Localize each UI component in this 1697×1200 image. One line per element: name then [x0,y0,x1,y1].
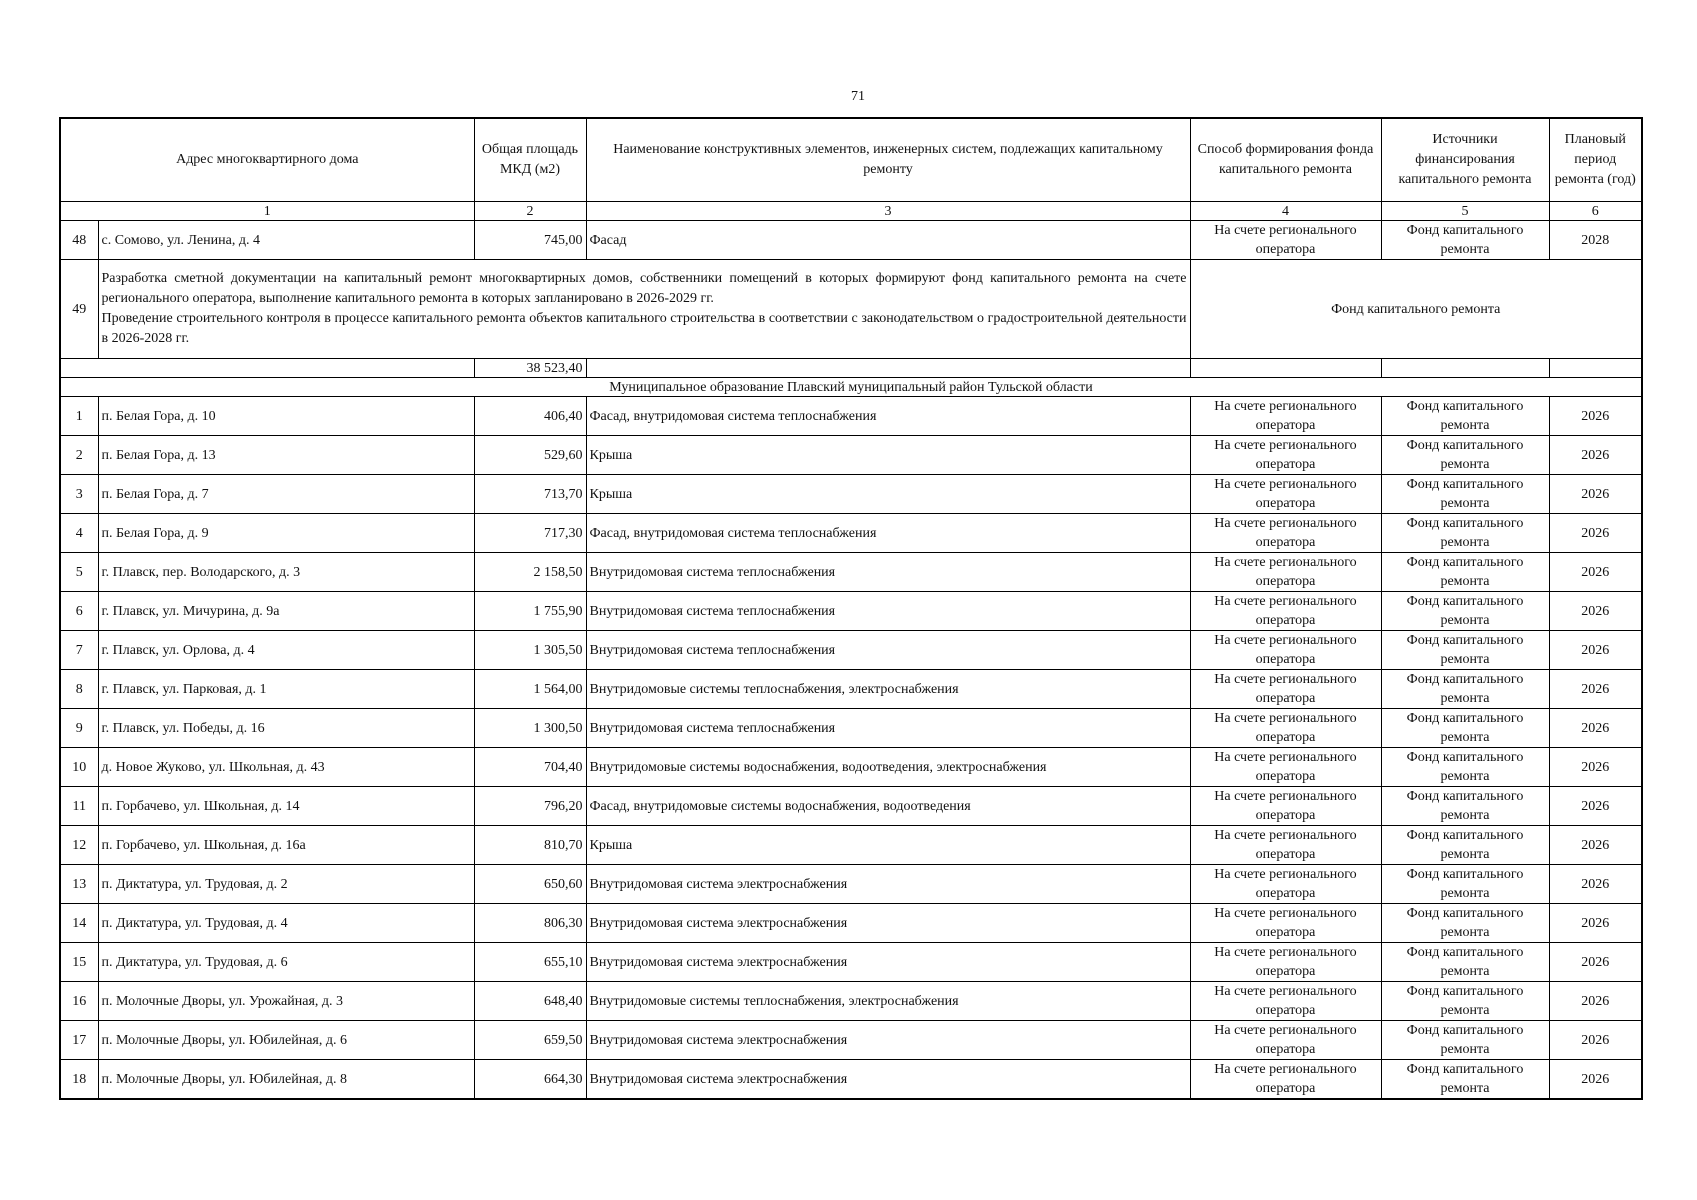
row-address: г. Плавск, пер. Володарского, д. 3 [98,553,474,592]
row-works: Внутридомовая система электроснабжения [586,904,1190,943]
row-works: Внутридомовая система теплоснабжения [586,592,1190,631]
row-year: 2026 [1549,475,1642,514]
row-area: 664,30 [474,1060,586,1100]
row-works: Внутридомовая система электроснабжения [586,1060,1190,1100]
row-year: 2026 [1549,904,1642,943]
row-area: 650,60 [474,865,586,904]
row-number: 7 [60,631,98,670]
row-year: 2026 [1549,592,1642,631]
row-area: 713,70 [474,475,586,514]
table-row [60,787,1642,826]
row-funding-source: Фонд капитального ремонта [1381,709,1549,748]
row-works: Внутридомовая система теплоснабжения [586,709,1190,748]
header-period: Плановый период ремонта (год) [1549,118,1642,202]
row-area: 648,40 [474,982,586,1021]
row-number: 10 [60,748,98,787]
header-funding-source: Источники финансирования капитального ремонта [1381,118,1549,202]
row-funding-source: Фонд капитального ремонта [1381,553,1549,592]
row-year: 2026 [1549,397,1642,436]
row-works: Внутридомовые системы теплоснабжения, электроснабжения [586,670,1190,709]
row-works: Внутридомовые системы теплоснабжения, электроснабжения [586,982,1190,1021]
row-fund-method: На счете регионального оператора [1190,982,1381,1021]
row-works: Внутридомовые системы водоснабжения, водоотведения, электроснабжения [586,748,1190,787]
row-address: п. Молочные Дворы, ул. Юбилейная, д. 8 [98,1060,474,1100]
table-row [60,709,1642,748]
row-funding-source: Фонд капитального ремонта [1381,670,1549,709]
row-fund-method: На счете регионального оператора [1190,865,1381,904]
note-paragraph: Разработка сметной документации на капитальный ремонт многоквартирных домов, собственники помещений в которых формируют фонд капитального ремонта на счете регионального оператора, выполнение капитального ремонта в которых запланировано в 2026-2029 гг. [101,271,1187,306]
row-fund-method: На счете регионального оператора [1190,709,1381,748]
row-works: Крыша [586,475,1190,514]
row-year: 2026 [1549,748,1642,787]
row-works: Внутридомовая система электроснабжения [586,865,1190,904]
row-area: 1 300,50 [474,709,586,748]
total-empty-cell [1190,359,1381,378]
column-number: 6 [1549,202,1642,221]
row-fund-method: На счете регионального оператора [1190,514,1381,553]
row-funding-source: Фонд капитального ремонта [1381,1060,1549,1100]
row-number: 11 [60,787,98,826]
header-row [60,118,1642,202]
row-address: г. Плавск, ул. Победы, д. 16 [98,709,474,748]
row-address: д. Новое Жуково, ул. Школьная, д. 43 [98,748,474,787]
row-fund-method: На счете регионального оператора [1190,397,1381,436]
row-address: п. Молочные Дворы, ул. Юбилейная, д. 6 [98,1021,474,1060]
note-funding-source: Фонд капитального ремонта [1190,260,1642,359]
row-number: 9 [60,709,98,748]
note-text [98,260,1190,359]
row-address: п. Белая Гора, д. 13 [98,436,474,475]
row-year: 2026 [1549,670,1642,709]
row-number: 3 [60,475,98,514]
row-fund-method: На счете регионального оператора [1190,1060,1381,1100]
header-fund-method: Способ формирования фонда капитального ремонта [1190,118,1381,202]
section-title: Муниципальное образование Плавский муниципальный район Тульской области [60,378,1642,397]
row-address: п. Белая Гора, д. 7 [98,475,474,514]
table-row [60,865,1642,904]
row-address: п. Молочные Дворы, ул. Урожайная, д. 3 [98,982,474,1021]
column-number: 5 [1381,202,1549,221]
table-row [60,670,1642,709]
row-year: 2028 [1549,221,1642,260]
row-year: 2026 [1549,943,1642,982]
row-works: Внутридомовая система теплоснабжения [586,553,1190,592]
row-address: п. Белая Гора, д. 9 [98,514,474,553]
row-area: 1 755,90 [474,592,586,631]
header-area: Общая площадь МКД (м2) [474,118,586,202]
row-number: 12 [60,826,98,865]
row-area: 745,00 [474,221,586,260]
row-year: 2026 [1549,436,1642,475]
row-fund-method: На счете регионального оператора [1190,631,1381,670]
row-funding-source: Фонд капитального ремонта [1381,865,1549,904]
row-address: г. Плавск, ул. Орлова, д. 4 [98,631,474,670]
row-number: 16 [60,982,98,1021]
total-empty-cell [1549,359,1642,378]
row-year: 2026 [1549,514,1642,553]
row-number: 17 [60,1021,98,1060]
row-number: 1 [60,397,98,436]
row-funding-source: Фонд капитального ремонта [1381,397,1549,436]
row-year: 2026 [1549,1021,1642,1060]
row-works: Внутридомовая система электроснабжения [586,1021,1190,1060]
table-row [60,1060,1642,1100]
row-number: 6 [60,592,98,631]
row-area: 406,40 [474,397,586,436]
table-row [60,904,1642,943]
row-fund-method: На счете регионального оператора [1190,553,1381,592]
row-year: 2026 [1549,631,1642,670]
column-number: 1 [60,202,474,221]
row-works: Внутридомовая система электроснабжения [586,943,1190,982]
row-funding-source: Фонд капитального ремонта [1381,592,1549,631]
table-row [60,514,1642,553]
row-year: 2026 [1549,865,1642,904]
table-row [60,826,1642,865]
row-number: 4 [60,514,98,553]
total-empty-cell [1381,359,1549,378]
note-row [60,260,1642,359]
column-number: 3 [586,202,1190,221]
row-number: 2 [60,436,98,475]
row-funding-source: Фонд капитального ремонта [1381,436,1549,475]
table-row [60,397,1642,436]
row-year: 2026 [1549,1060,1642,1100]
row-address: г. Плавск, ул. Мичурина, д. 9а [98,592,474,631]
row-area: 1 305,50 [474,631,586,670]
row-funding-source: Фонд капитального ремонта [1381,787,1549,826]
row-area: 717,30 [474,514,586,553]
total-area: 38 523,40 [474,359,586,378]
row-funding-source: Фонд капитального ремонта [1381,826,1549,865]
row-address: п. Диктатура, ул. Трудовая, д. 4 [98,904,474,943]
row-fund-method: На счете регионального оператора [1190,943,1381,982]
header-works: Наименование конструктивных элементов, инженерных систем, подлежащих капитальному ремонту [586,118,1190,202]
table-row [60,592,1642,631]
row-funding-source: Фонд капитального ремонта [1381,514,1549,553]
row-address: п. Диктатура, ул. Трудовая, д. 6 [98,943,474,982]
row-funding-source: Фонд капитального ремонта [1381,221,1549,260]
row-works: Фасад [586,221,1190,260]
total-row [60,359,1642,378]
row-works: Крыша [586,826,1190,865]
row-funding-source: Фонд капитального ремонта [1381,904,1549,943]
row-address: п. Горбачево, ул. Школьная, д. 16а [98,826,474,865]
row-area: 796,20 [474,787,586,826]
row-funding-source: Фонд капитального ремонта [1381,1021,1549,1060]
row-fund-method: На счете регионального оператора [1190,592,1381,631]
row-number: 48 [60,221,98,260]
table-row [60,748,1642,787]
page-number: 71 [851,89,865,104]
column-number: 4 [1190,202,1381,221]
row-address: с. Сомово, ул. Ленина, д. 4 [98,221,474,260]
row-area: 655,10 [474,943,586,982]
table-row [60,436,1642,475]
row-area: 1 564,00 [474,670,586,709]
row-number: 15 [60,943,98,982]
capital-repair-table [59,117,1643,1100]
header-address: Адрес многоквартирного дома [60,118,474,202]
row-fund-method: На счете регионального оператора [1190,904,1381,943]
column-number: 2 [474,202,586,221]
table-row [60,943,1642,982]
row-area: 2 158,50 [474,553,586,592]
row-funding-source: Фонд капитального ремонта [1381,982,1549,1021]
row-works: Фасад, внутридомовые системы водоснабжения, водоотведения [586,787,1190,826]
table-row [60,982,1642,1021]
row-year: 2026 [1549,982,1642,1021]
row-year: 2026 [1549,787,1642,826]
row-fund-method: На счете регионального оператора [1190,826,1381,865]
row-area: 529,60 [474,436,586,475]
row-year: 2026 [1549,826,1642,865]
row-area: 810,70 [474,826,586,865]
row-number: 5 [60,553,98,592]
table-row [60,221,1642,260]
row-address: п. Горбачево, ул. Школьная, д. 14 [98,787,474,826]
row-number: 14 [60,904,98,943]
row-works: Фасад, внутридомовая система теплоснабжения [586,397,1190,436]
total-label-cell [60,359,474,378]
row-number: 8 [60,670,98,709]
row-fund-method: На счете регионального оператора [1190,475,1381,514]
row-works: Внутридомовая система теплоснабжения [586,631,1190,670]
column-number-row [60,202,1642,221]
row-fund-method: На счете регионального оператора [1190,221,1381,260]
table-row [60,553,1642,592]
row-fund-method: На счете регионального оператора [1190,787,1381,826]
table-row [60,631,1642,670]
row-number: 13 [60,865,98,904]
row-works: Фасад, внутридомовая система теплоснабжения [586,514,1190,553]
row-year: 2026 [1549,553,1642,592]
row-funding-source: Фонд капитального ремонта [1381,748,1549,787]
note-paragraph: Проведение строительного контроля в процессе капитального ремонта объектов капитального строительства в соответствии с законодательством о градостроительной деятельности в 2026-2028 гг. [101,311,1187,346]
row-fund-method: На счете регионального оператора [1190,748,1381,787]
row-area: 704,40 [474,748,586,787]
row-fund-method: На счете регионального оператора [1190,436,1381,475]
section-row [60,378,1642,397]
row-funding-source: Фонд капитального ремонта [1381,631,1549,670]
row-funding-source: Фонд капитального ремонта [1381,943,1549,982]
row-number: 49 [60,260,98,359]
table-row [60,1021,1642,1060]
row-fund-method: На счете регионального оператора [1190,670,1381,709]
row-fund-method: На счете регионального оператора [1190,1021,1381,1060]
row-address: п. Белая Гора, д. 10 [98,397,474,436]
row-year: 2026 [1549,709,1642,748]
row-area: 806,30 [474,904,586,943]
row-number: 18 [60,1060,98,1100]
row-address: п. Диктатура, ул. Трудовая, д. 2 [98,865,474,904]
table-row [60,475,1642,514]
row-area: 659,50 [474,1021,586,1060]
total-empty-cell [586,359,1190,378]
row-works: Крыша [586,436,1190,475]
row-address: г. Плавск, ул. Парковая, д. 1 [98,670,474,709]
row-funding-source: Фонд капитального ремонта [1381,475,1549,514]
